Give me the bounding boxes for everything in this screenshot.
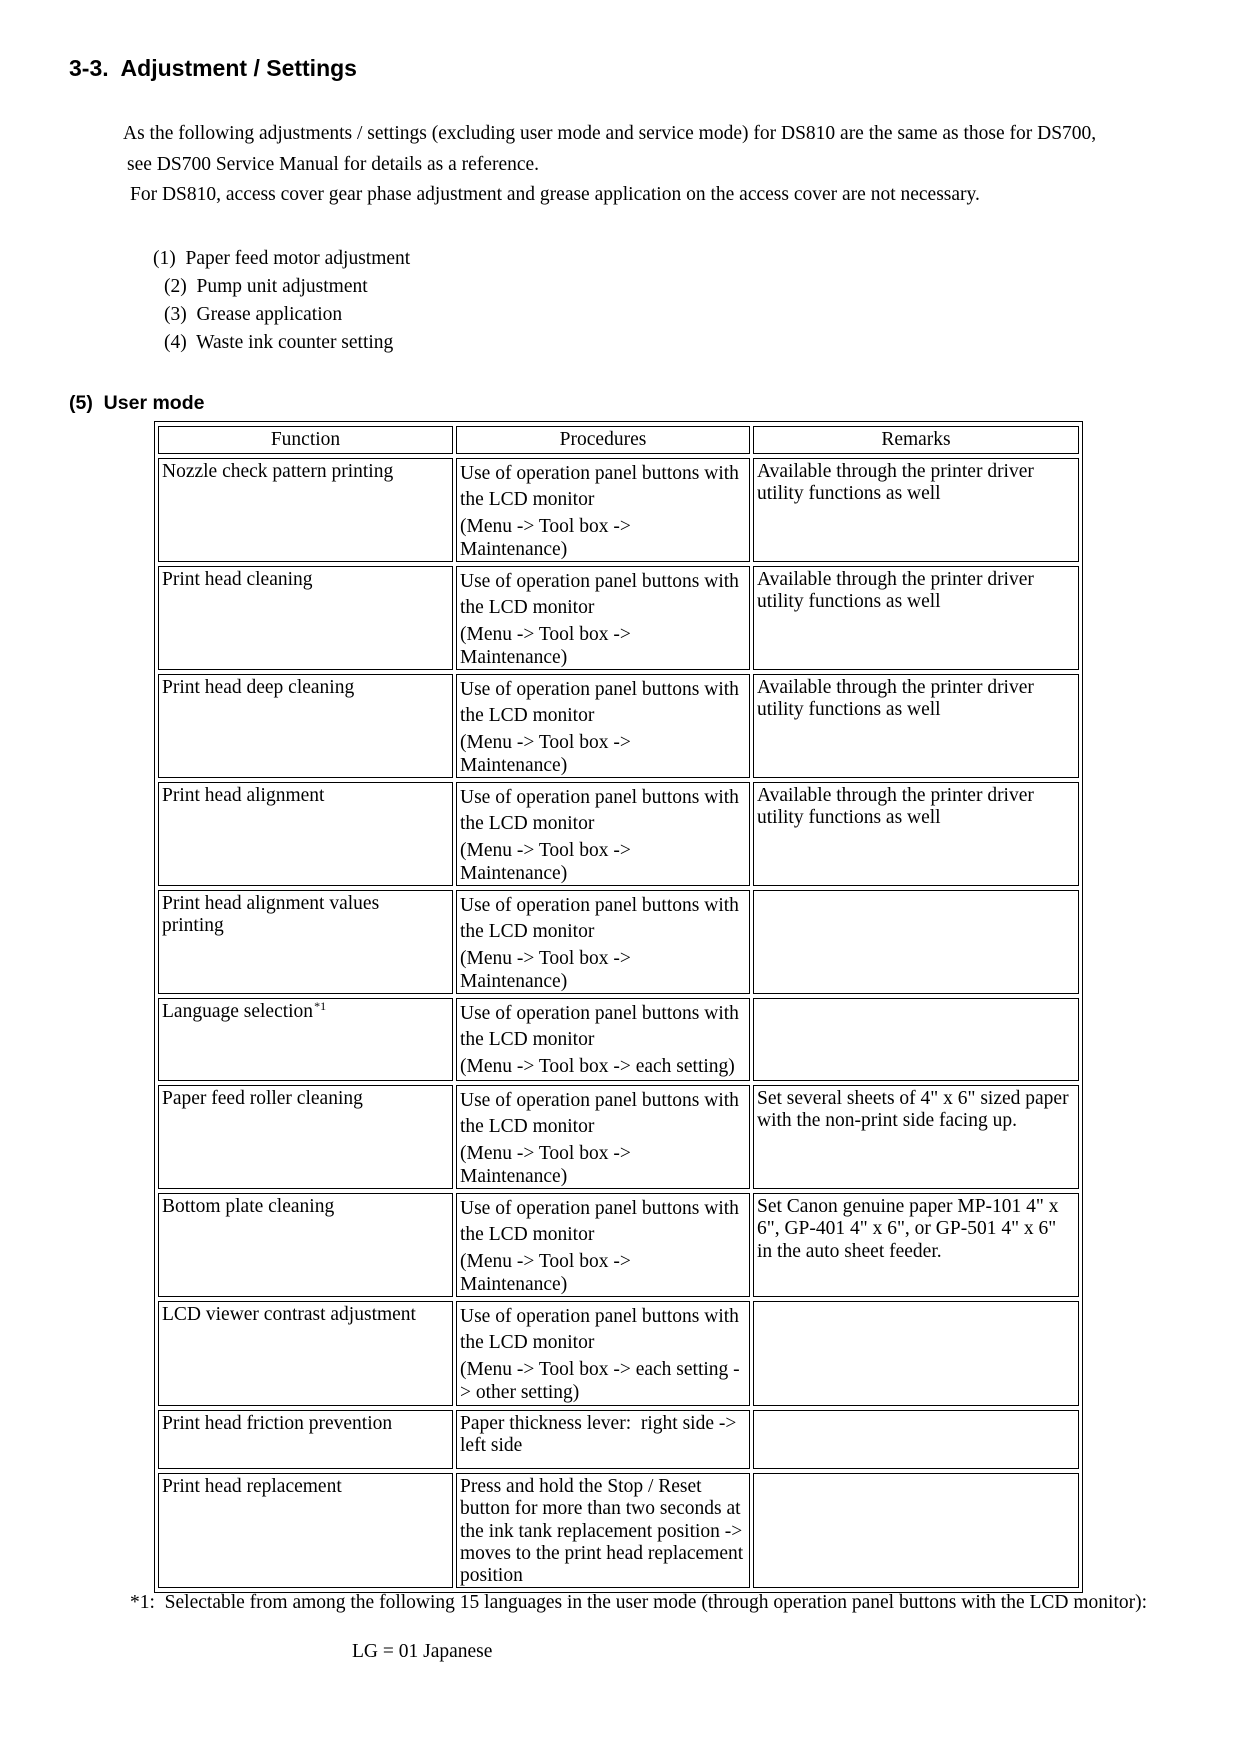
procedure-block: [460, 516, 746, 561]
procedure-block: [460, 1476, 746, 1587]
procedure-line: Use of operation panel buttons with: [460, 1003, 739, 1024]
procedure-line: the LCD monitor: [460, 812, 595, 834]
procedure-line: the LCD monitor: [460, 1028, 595, 1050]
user-mode-table: [154, 421, 1083, 1593]
table-row: [158, 782, 1079, 886]
table-row: [158, 1193, 1079, 1297]
table-row: [158, 1410, 1079, 1469]
function-text: printing: [162, 915, 224, 937]
table-header-row: [158, 426, 1079, 454]
remarks-line: Available through the printer driver: [757, 785, 1034, 806]
remarks-line: Available through the printer driver: [757, 677, 1034, 698]
procedure-block: [460, 732, 746, 777]
remarks-cell: [753, 458, 1079, 562]
procedure-block: [460, 948, 746, 993]
procedure-line: Use of operation panel buttons with: [460, 679, 739, 700]
remarks-line: utility functions as well: [757, 699, 941, 721]
remarks-cell: [753, 1473, 1079, 1588]
procedure-line: (Menu -> Tool box ->: [460, 1143, 631, 1165]
remarks-cell: [753, 998, 1079, 1081]
table-row: [158, 674, 1079, 778]
remarks-cell: [753, 1301, 1079, 1406]
function-text: Print head alignment: [162, 785, 325, 806]
table-row: [158, 1301, 1079, 1406]
remarks-cell: [753, 782, 1079, 886]
table-row: [158, 1085, 1079, 1189]
function-line: [162, 1196, 449, 1218]
procedures-cell: [456, 998, 750, 1081]
function-text: Print head alignment values: [162, 893, 380, 914]
remarks-cell: [753, 674, 1079, 778]
procedure-block: [460, 1056, 746, 1078]
table-row: [158, 1473, 1079, 1588]
function-line: [162, 1001, 449, 1023]
function-cell: [158, 890, 453, 994]
procedure-line: (Menu -> Tool box ->: [460, 516, 631, 538]
column-header-procedures: Procedures: [456, 426, 750, 454]
remarks-line: utility functions as well: [757, 591, 941, 613]
remarks-cell: [753, 890, 1079, 994]
procedure-line: Paper thickness lever: right side ->: [460, 1413, 737, 1434]
adjustment-list-item: (2) Pump unit adjustment: [164, 276, 368, 297]
procedure-line: Use of operation panel buttons with: [460, 1198, 739, 1219]
procedure-line: the LCD monitor: [460, 1115, 595, 1137]
column-header-remarks: Remarks: [753, 426, 1079, 454]
function-cell: [158, 1193, 453, 1297]
procedure-line: (Menu -> Tool box ->: [460, 948, 631, 970]
procedure-block: [460, 1143, 746, 1188]
intro-line: As the following adjustments / settings (excluding user mode and service mode) for DS810 are the same as those for DS700,: [123, 123, 1097, 144]
procedure-line: the LCD monitor: [460, 704, 595, 726]
adjustment-list-item: (1) Paper feed motor adjustment: [153, 248, 411, 269]
procedure-line: (Menu -> Tool box ->: [460, 840, 631, 862]
procedures-cell: [456, 890, 750, 994]
remarks-line: with the non-print side facing up.: [757, 1110, 1017, 1132]
table-row: [158, 890, 1079, 994]
procedure-block: [460, 1088, 746, 1139]
procedure-line: the ink tank replacement position ->: [460, 1520, 743, 1542]
procedure-line: (Menu -> Tool box -> each setting -: [460, 1359, 740, 1381]
function-line: [162, 785, 449, 807]
user-mode-table-body: [158, 458, 1079, 1588]
procedure-block: [460, 1359, 746, 1404]
function-cell: [158, 458, 453, 562]
function-text: Bottom plate cleaning: [162, 1196, 335, 1217]
procedures-cell: [456, 1301, 750, 1406]
footnote: *1: Selectable from among the following 15 languages in the user mode (through operation panel buttons with the LCD monitor):: [130, 1592, 1148, 1613]
function-line: [162, 1088, 449, 1110]
function-cell: [158, 1085, 453, 1189]
procedure-line: button for more than two seconds at: [460, 1498, 741, 1520]
procedure-line: Use of operation panel buttons with: [460, 571, 739, 592]
intro-line: see DS700 Service Manual for details as a reference.: [127, 154, 540, 175]
procedure-line: moves to the print head replacement: [460, 1542, 744, 1564]
adjustment-list-item: (4) Waste ink counter setting: [164, 332, 394, 353]
procedure-line: (Menu -> Tool box ->: [460, 624, 631, 646]
function-cell: [158, 1473, 453, 1588]
function-text: Nozzle check pattern printing: [162, 461, 394, 482]
function-line: [162, 893, 449, 915]
remarks-line: utility functions as well: [757, 483, 941, 505]
procedure-line: Maintenance): [460, 646, 568, 668]
section-heading: 3-3. Adjustment / Settings: [69, 55, 357, 81]
procedure-line: Maintenance): [460, 1273, 568, 1295]
function-cell: [158, 782, 453, 886]
procedure-line: Use of operation panel buttons with: [460, 1306, 739, 1327]
function-text: Print head friction prevention: [162, 1413, 393, 1434]
procedures-cell: [456, 458, 750, 562]
language-list-item: LG = 01 Japanese: [352, 1641, 493, 1662]
remarks-line: 6", GP-401 4" x 6", or GP-501 4" x 6": [757, 1218, 1057, 1240]
procedure-line: (Menu -> Tool box ->: [460, 732, 631, 754]
remarks-line: in the auto sheet feeder.: [757, 1240, 942, 1262]
procedures-cell: [456, 1473, 750, 1588]
procedures-cell: [456, 674, 750, 778]
function-line: [162, 1476, 449, 1498]
intro-line: For DS810, access cover gear phase adjustment and grease application on the access cover are not necessary.: [130, 184, 980, 205]
procedure-block: [460, 624, 746, 669]
procedure-line: Maintenance): [460, 970, 568, 992]
remarks-cell: [753, 1085, 1079, 1189]
remarks-line: Set several sheets of 4" x 6" sized paper: [757, 1088, 1069, 1109]
user-mode-heading: (5) User mode: [69, 392, 205, 414]
function-line: [162, 569, 449, 591]
remarks-line: Available through the printer driver: [757, 461, 1034, 482]
procedure-line: position: [460, 1565, 523, 1587]
function-text: Print head deep cleaning: [162, 677, 355, 698]
remarks-line: Available through the printer driver: [757, 569, 1034, 590]
function-cell: [158, 674, 453, 778]
remarks-cell: [753, 566, 1079, 670]
procedure-block: [460, 1001, 746, 1052]
remarks-line: Set Canon genuine paper MP-101 4" x: [757, 1196, 1059, 1217]
procedure-block: [460, 840, 746, 885]
procedure-line: the LCD monitor: [460, 1223, 595, 1245]
column-header-function: Function: [158, 426, 453, 454]
function-cell: [158, 1410, 453, 1469]
procedure-line: Maintenance): [460, 754, 568, 776]
function-line: [162, 677, 449, 699]
procedure-block: [460, 1251, 746, 1296]
function-line: [162, 1304, 449, 1326]
procedure-line: Press and hold the Stop / Reset: [460, 1476, 702, 1497]
function-text: LCD viewer contrast adjustment: [162, 1304, 416, 1325]
procedure-block: [460, 785, 746, 836]
function-line: [162, 915, 449, 937]
function-line: [162, 1413, 449, 1435]
adjustment-list-item: (3) Grease application: [164, 304, 343, 325]
procedure-line: the LCD monitor: [460, 488, 595, 510]
procedure-line: (Menu -> Tool box -> each setting): [460, 1056, 735, 1078]
procedure-line: > other setting): [460, 1381, 580, 1403]
procedures-cell: [456, 782, 750, 886]
function-text: Print head replacement: [162, 1476, 342, 1497]
procedures-cell: [456, 1410, 750, 1469]
procedure-block: [460, 1196, 746, 1247]
procedure-line: left side: [460, 1435, 523, 1457]
procedure-block: [460, 1413, 746, 1458]
remarks-cell: [753, 1193, 1079, 1297]
procedure-line: Maintenance): [460, 862, 568, 884]
procedure-line: Maintenance): [460, 538, 568, 560]
procedure-block: [460, 893, 746, 944]
procedure-block: [460, 569, 746, 620]
function-line: [162, 461, 449, 483]
procedure-line: Use of operation panel buttons with: [460, 895, 739, 916]
function-text: Print head cleaning: [162, 569, 313, 590]
function-cell: [158, 1301, 453, 1406]
procedure-block: [460, 1304, 746, 1355]
procedure-line: the LCD monitor: [460, 920, 595, 942]
procedure-line: (Menu -> Tool box ->: [460, 1251, 631, 1273]
remarks-line: utility functions as well: [757, 807, 941, 829]
table-row: [158, 566, 1079, 670]
function-text: Paper feed roller cleaning: [162, 1088, 363, 1109]
table-row: [158, 458, 1079, 562]
procedure-line: the LCD monitor: [460, 1331, 595, 1353]
procedures-cell: [456, 566, 750, 670]
function-text: Language selection: [162, 1001, 314, 1022]
function-cell: [158, 998, 453, 1081]
procedure-line: Use of operation panel buttons with: [460, 1090, 739, 1111]
procedures-cell: [456, 1193, 750, 1297]
procedure-line: Use of operation panel buttons with: [460, 787, 739, 808]
procedures-cell: [456, 1085, 750, 1189]
procedure-block: [460, 677, 746, 728]
procedure-line: Maintenance): [460, 1165, 568, 1187]
procedure-block: [460, 461, 746, 512]
footnote-marker: *1: [314, 999, 327, 1013]
procedure-line: Use of operation panel buttons with: [460, 463, 739, 484]
remarks-cell: [753, 1410, 1079, 1469]
table-row: [158, 998, 1079, 1081]
procedure-line: the LCD monitor: [460, 596, 595, 618]
function-cell: [158, 566, 453, 670]
